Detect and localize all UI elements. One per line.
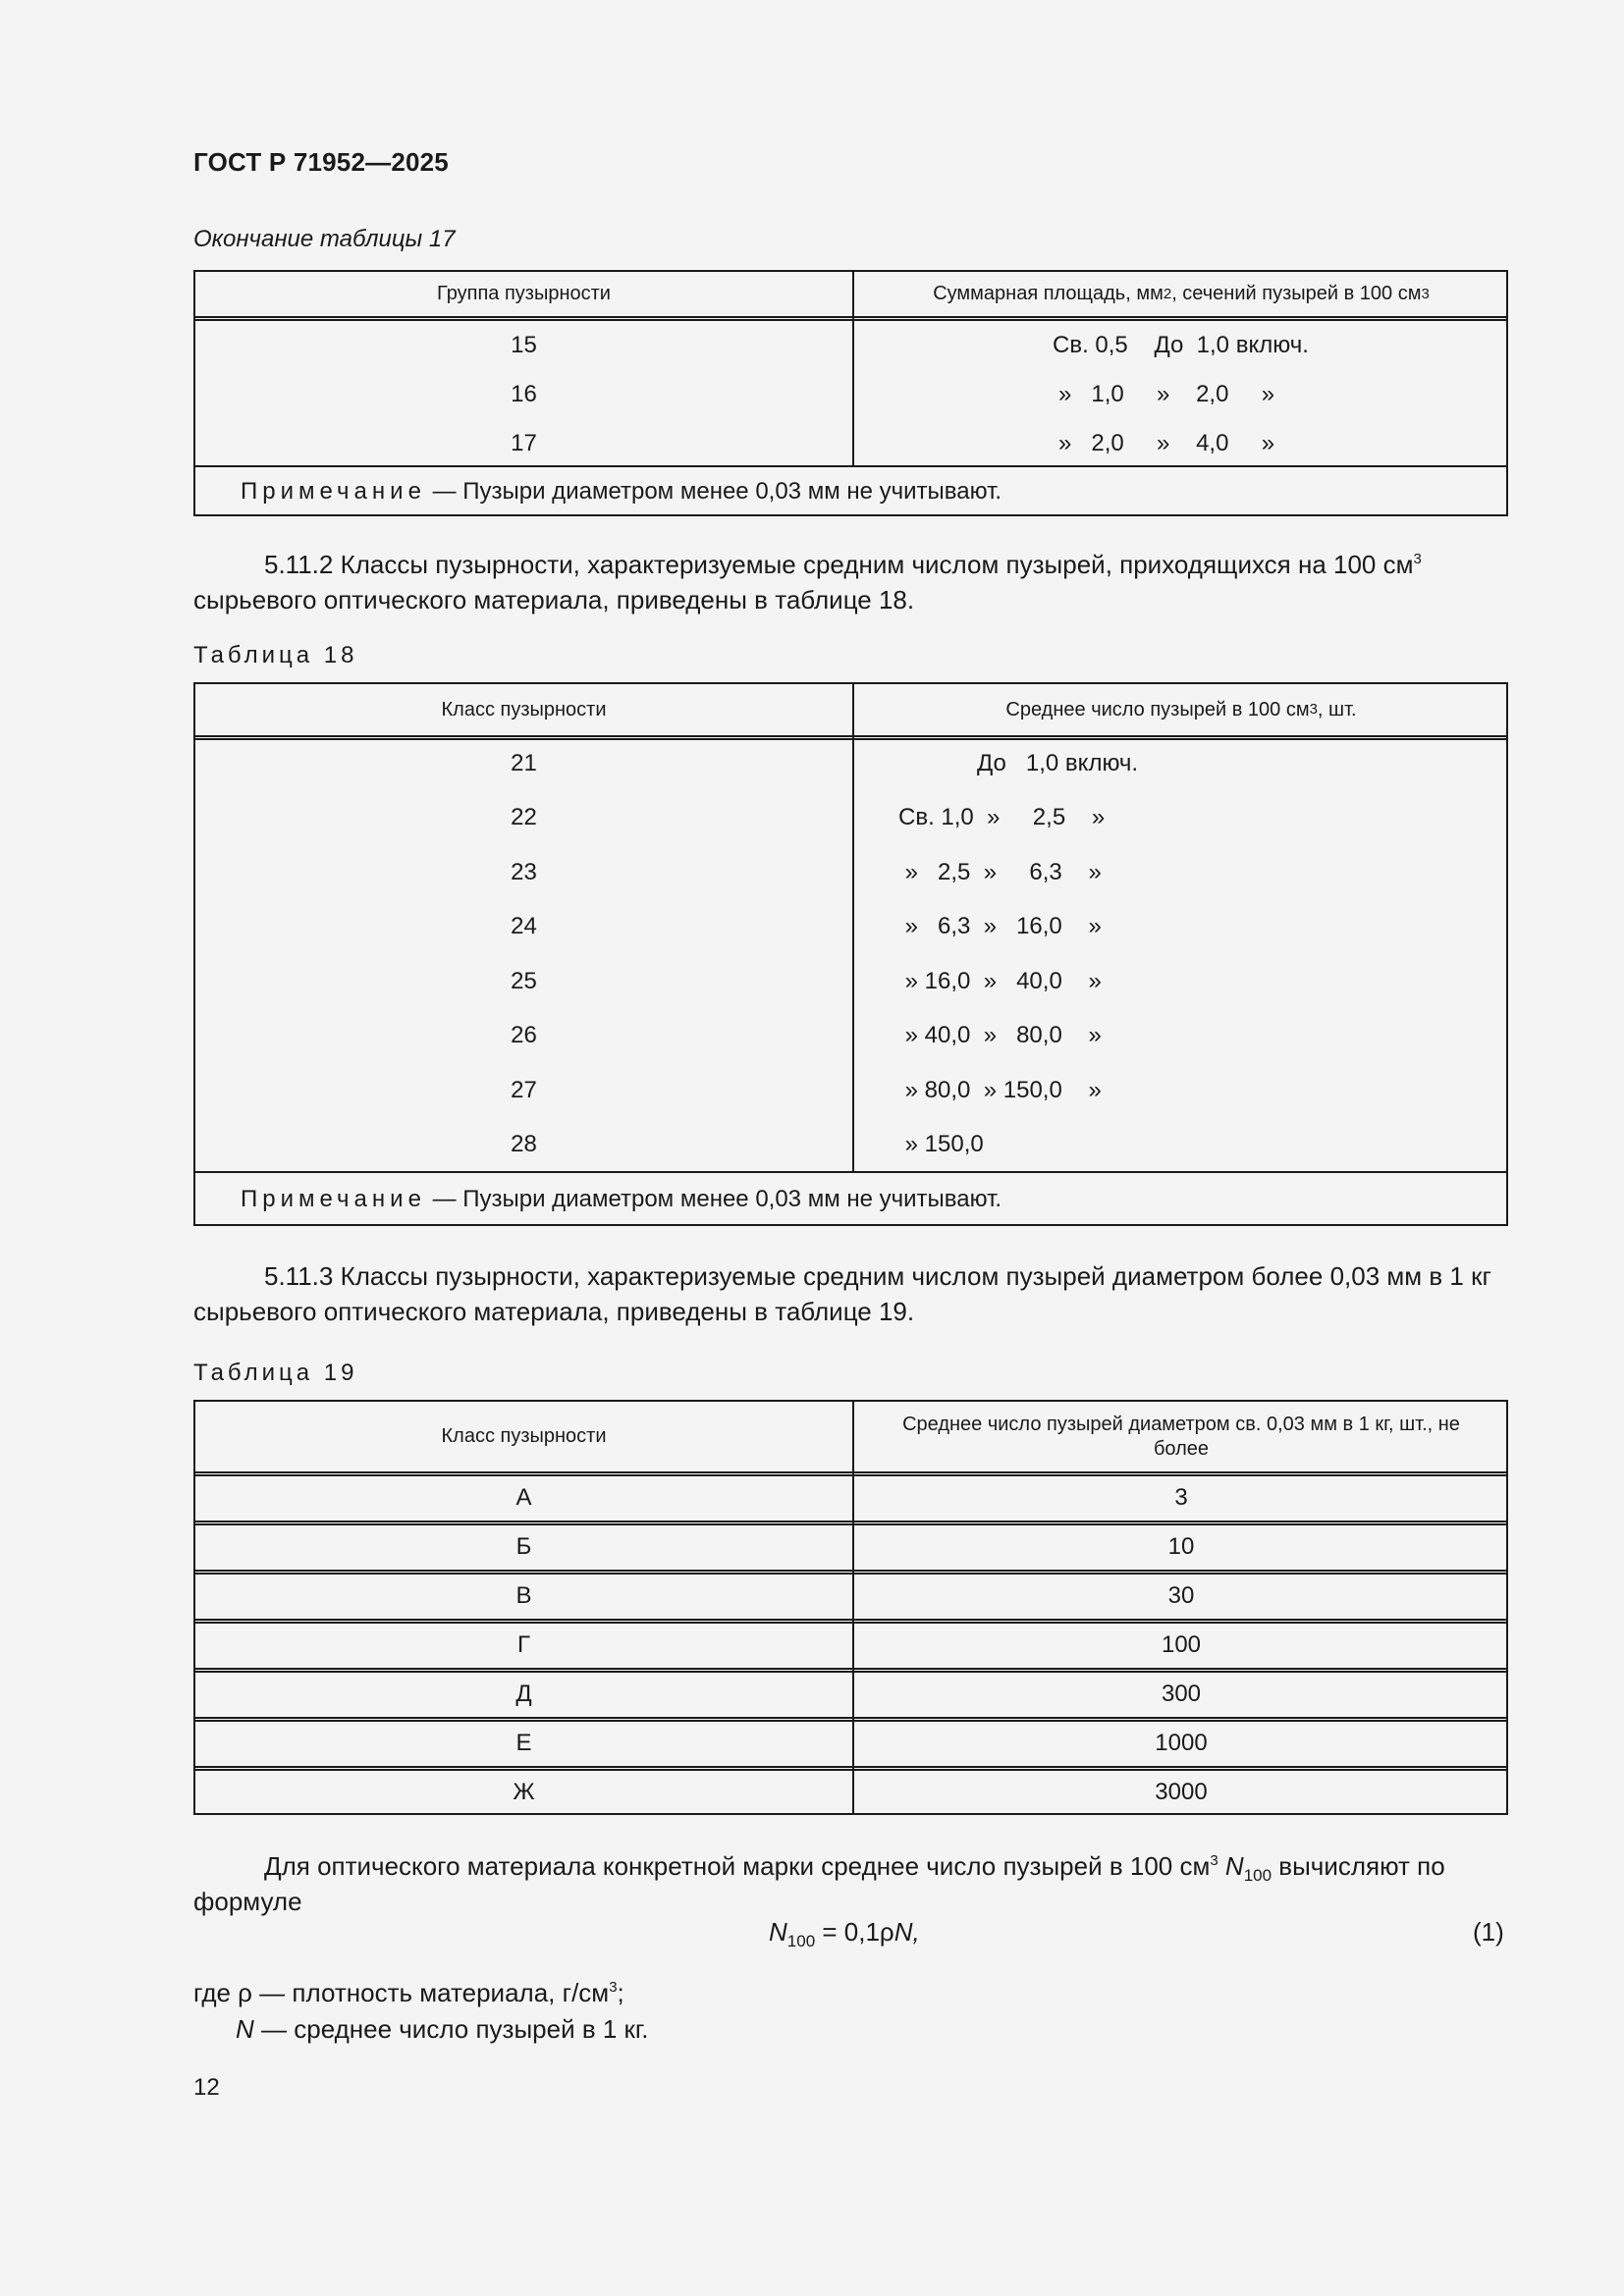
table19-class-cell: Д xyxy=(515,1681,532,1707)
table18-class-cell: 24 xyxy=(511,913,537,939)
table17-col2-header: Суммарная площадь, мм 2 , сечений пузырей в 100 см 3 xyxy=(933,283,1430,304)
table19-col2-header: Среднее число пузырей диаметром св. 0,03 мм в 1 кг, шт., не более xyxy=(902,1413,1460,1460)
table18-class-cell: 21 xyxy=(511,750,537,776)
table18-class-cell: 26 xyxy=(511,1022,537,1048)
table-18 xyxy=(193,682,1508,1226)
table17-range-cell: » 1,0 » 2,0 » xyxy=(1058,381,1275,407)
table19-row-divider xyxy=(195,1717,1506,1722)
table18-range-cell: » 150,0 xyxy=(898,1131,984,1157)
table17-note: Примечание — Пузыри диаметром менее 0,03 мм не учитывают. xyxy=(241,478,1002,505)
table-19 xyxy=(193,1400,1508,1815)
table19-caption: Таблица 19 xyxy=(193,1360,358,1386)
where-line-rho: где ρ — плотность материала, $г/см^3$; xyxy=(193,1978,624,2007)
table18-range-cell: Св. 1,0 » 2,5 » xyxy=(898,804,1106,830)
table19-col1-header: Класс пузырности xyxy=(441,1425,607,1447)
table19-class-cell: Е xyxy=(515,1730,532,1756)
table19-count-cell: 30 xyxy=(1167,1582,1195,1609)
table18-note: Примечание — Пузыри диаметром менее 0,03 мм не учитывают. xyxy=(241,1186,1002,1212)
table19-row-divider xyxy=(195,1668,1506,1673)
table19-class-cell: В xyxy=(515,1582,532,1609)
table19-count-cell: 300 xyxy=(1161,1681,1202,1707)
paragraph-5-11-2: 5.11.2 Классы пузырности, характеризуемые средним числом пузырей, приходящихся на 100 $см^3$ сырьевого оптического материала, приведены в таблице 18. xyxy=(193,550,1422,614)
table19-count-cell: 3 xyxy=(1174,1484,1188,1511)
table19-count-cell: 3000 xyxy=(1155,1779,1208,1805)
table17-continuation-caption: Окончание таблицы 17 xyxy=(193,226,456,252)
table18-class-cell: 28 xyxy=(511,1131,537,1157)
table18-range-cell: » 40,0 » 80,0 » xyxy=(898,1022,1102,1048)
table-17 xyxy=(193,270,1508,516)
table17-group-cell: 17 xyxy=(511,430,537,456)
table18-caption: Таблица 18 xyxy=(193,642,358,668)
table18-class-cell: 22 xyxy=(511,804,537,830)
table17-column-divider xyxy=(852,272,854,467)
table19-class-cell: Ж xyxy=(513,1779,535,1805)
table18-range-cell: До 1,0 включ. xyxy=(898,750,1139,776)
table18-col2-header: Среднее число пузырей в 100 см 3 , шт. xyxy=(1005,698,1357,721)
table19-row-divider xyxy=(195,1570,1506,1575)
table18-range-cell: » 6,3 » 16,0 » xyxy=(898,913,1102,939)
table19-class-cell: Г xyxy=(517,1631,530,1658)
formula-1: $N_{100} = 0,1\rho N$, xyxy=(769,1917,920,1950)
table18-class-cell: 25 xyxy=(511,968,537,994)
standard-designation: ГОСТ Р 71952—2025 xyxy=(193,147,449,177)
table17-range-cell: Св. 0,5 До 1,0 включ. xyxy=(1053,332,1309,358)
table19-row-divider xyxy=(195,1619,1506,1624)
paragraph-5-11-3: 5.11.3 Классы пузырности, характеризуемые средним числом пузырей диаметром более 0,03 мм в 1 кг сырьевого оптического материала, приведены в таблице 19. xyxy=(193,1261,1491,1326)
table19-header xyxy=(195,1402,1506,1476)
table19-class-cell: Б xyxy=(515,1533,532,1560)
formula-number: (1) xyxy=(1473,1917,1504,1947)
table18-range-cell: » 16,0 » 40,0 » xyxy=(898,968,1102,994)
where-line-n: N — среднее число пузырей в 1 кг. xyxy=(236,2014,649,2044)
table17-col1-header: Группа пузырности xyxy=(437,283,611,304)
table18-column-divider xyxy=(852,684,854,1173)
table19-class-cell: А xyxy=(515,1484,532,1511)
table17-note-divider xyxy=(195,465,1506,467)
table19-count-cell: 10 xyxy=(1167,1533,1195,1560)
table18-class-cell: 23 xyxy=(511,859,537,885)
table19-count-cell: 1000 xyxy=(1155,1730,1208,1756)
table18-note-divider xyxy=(195,1171,1506,1173)
formula-intro-paragraph: Для оптического материала конкретной марки среднее число пузырей в 100 $см^3$ $N_{100}$ вычисляют по формуле xyxy=(193,1851,1445,1916)
table19-count-cell: 100 xyxy=(1161,1631,1202,1658)
table18-class-cell: 27 xyxy=(511,1077,537,1103)
table17-header xyxy=(195,272,1506,321)
page-number: 12 xyxy=(193,2074,220,2101)
table18-range-cell: » 2,5 » 6,3 » xyxy=(898,859,1102,885)
table17-group-cell: 16 xyxy=(511,381,537,407)
table17-range-cell: » 2,0 » 4,0 » xyxy=(1058,430,1275,456)
table17-group-cell: 15 xyxy=(511,332,537,358)
table19-row-divider xyxy=(195,1766,1506,1771)
table18-range-cell: » 80,0 » 150,0 » xyxy=(898,1077,1102,1103)
table19-row-divider xyxy=(195,1521,1506,1525)
table18-col1-header: Класс пузырности xyxy=(441,698,607,721)
table18-header xyxy=(195,684,1506,740)
